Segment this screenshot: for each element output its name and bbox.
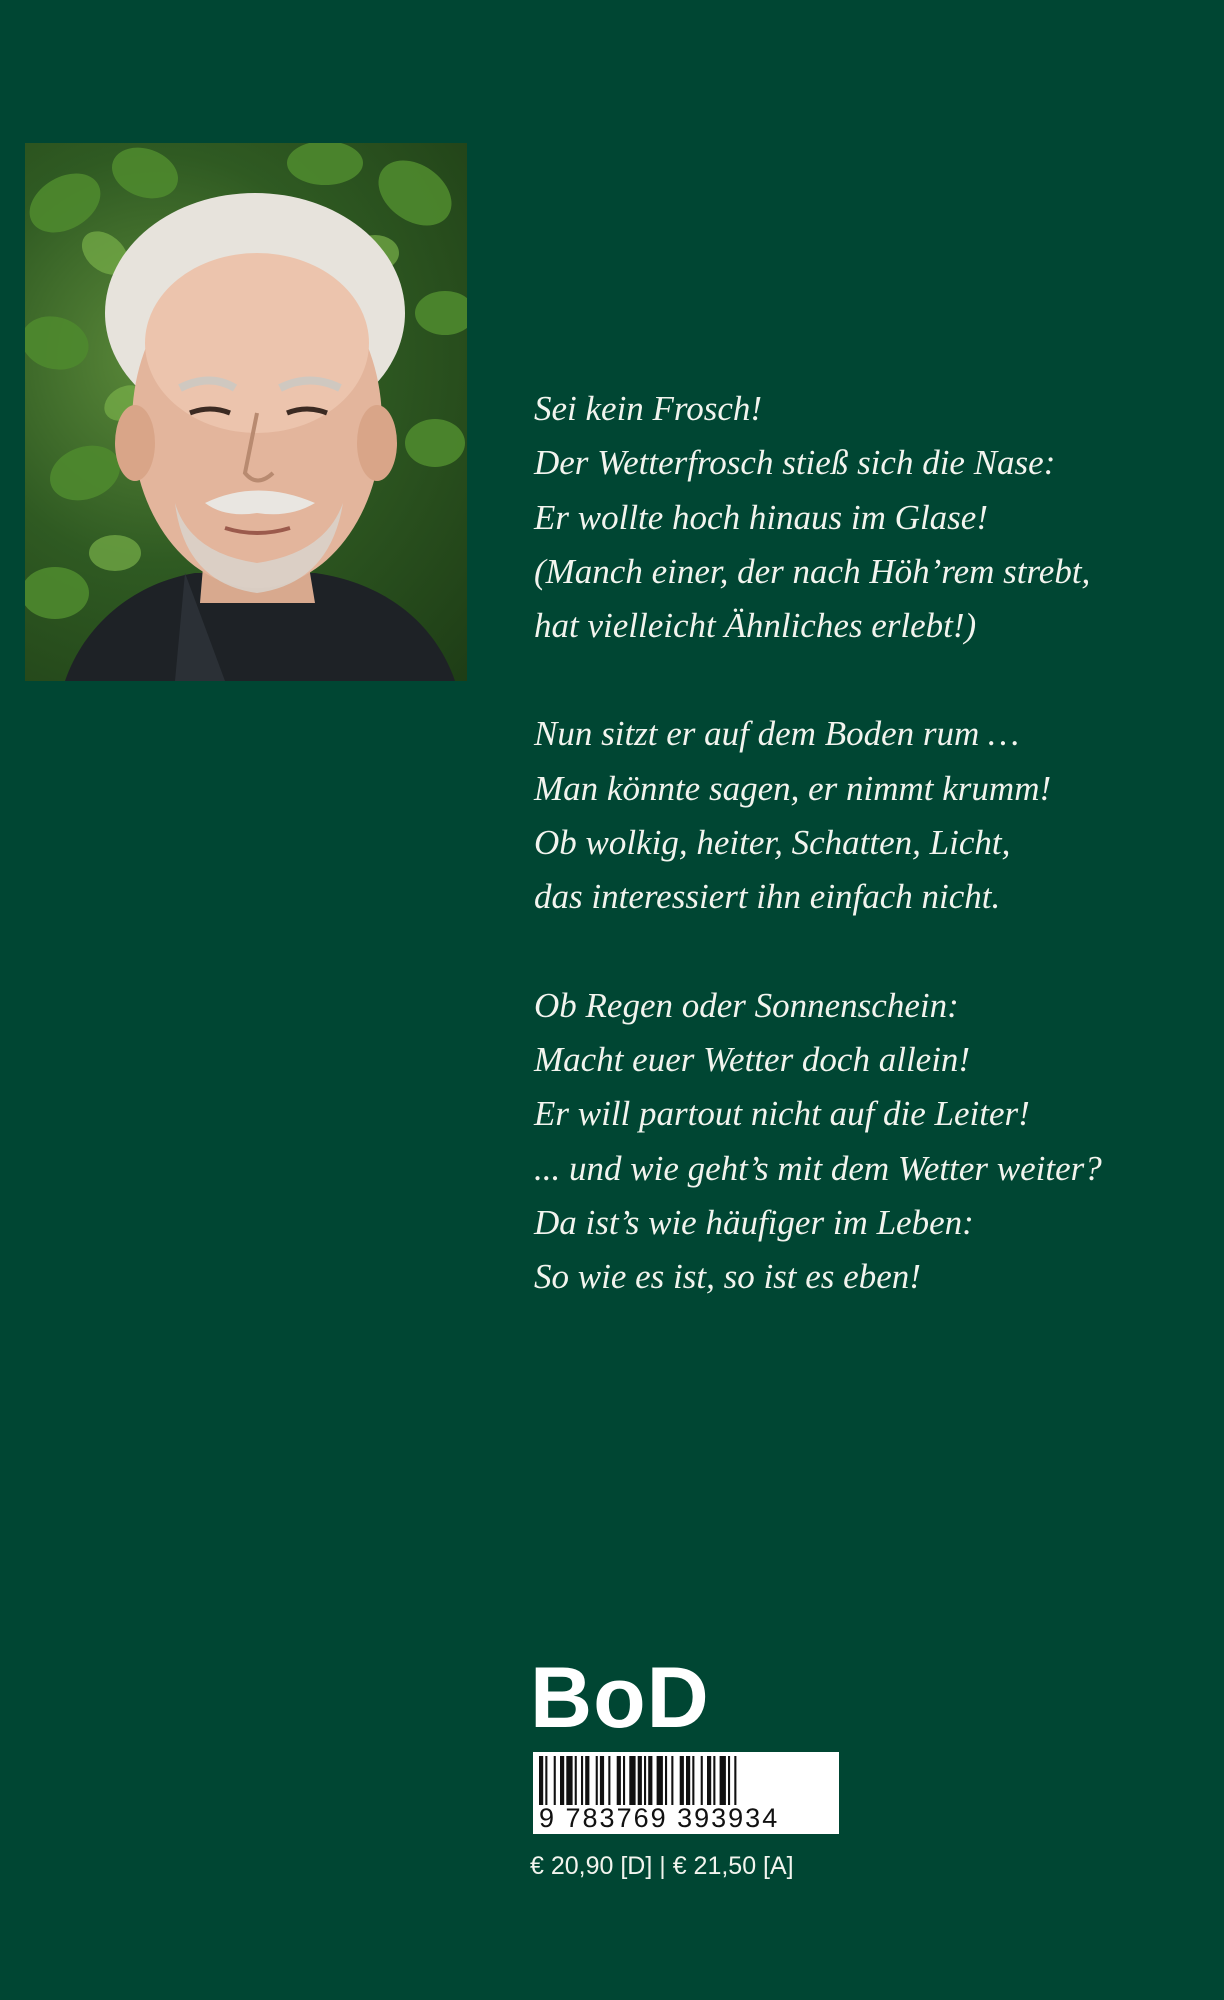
poem xyxy=(534,382,1174,1358)
poem-line: Nun sitzt er auf dem Boden rum … xyxy=(534,714,1020,754)
poem-stanza xyxy=(534,979,1174,1305)
barcode xyxy=(533,1752,839,1834)
poem-line: das interessiert ihn einfach nicht. xyxy=(534,877,1001,917)
poem-line: Ob Regen oder Sonnenschein: xyxy=(534,985,959,1025)
poem-line: So wie es ist, so ist es eben! xyxy=(534,1257,921,1297)
poem-stanza xyxy=(534,382,1174,653)
poem-line: Er will partout nicht auf die Leiter! xyxy=(534,1094,1030,1134)
author-photo xyxy=(25,143,467,681)
poem-line: Er wollte hoch hinaus im Glase! xyxy=(534,497,988,537)
poem-line: (Manch einer, der nach Höh’rem strebt, xyxy=(534,551,1091,591)
poem-line: hat vielleicht Ähnliches erlebt!) xyxy=(534,606,977,646)
price-label: € 20,90 [D] | € 21,50 [A] xyxy=(530,1852,794,1880)
poem-line: Da ist’s wie häufiger im Leben: xyxy=(534,1202,974,1242)
barcode-digits: 9 783769 393934 xyxy=(539,1805,783,1832)
poem-line: Ob wolkig, heiter, Schatten, Licht, xyxy=(534,823,1011,863)
poem-line: Der Wetterfrosch stieß sich die Nase: xyxy=(534,443,1056,483)
poem-line: Macht euer Wetter doch allein! xyxy=(534,1039,971,1079)
poem-line: Sei kein Frosch! xyxy=(534,389,763,428)
poem-line: ... und wie geht’s mit dem Wetter weiter? xyxy=(534,1148,1102,1188)
poem-stanza xyxy=(534,707,1174,924)
poem-line: Man könnte sagen, er nimmt krumm! xyxy=(534,768,1052,808)
publisher-logo: BoD xyxy=(530,1650,710,1746)
